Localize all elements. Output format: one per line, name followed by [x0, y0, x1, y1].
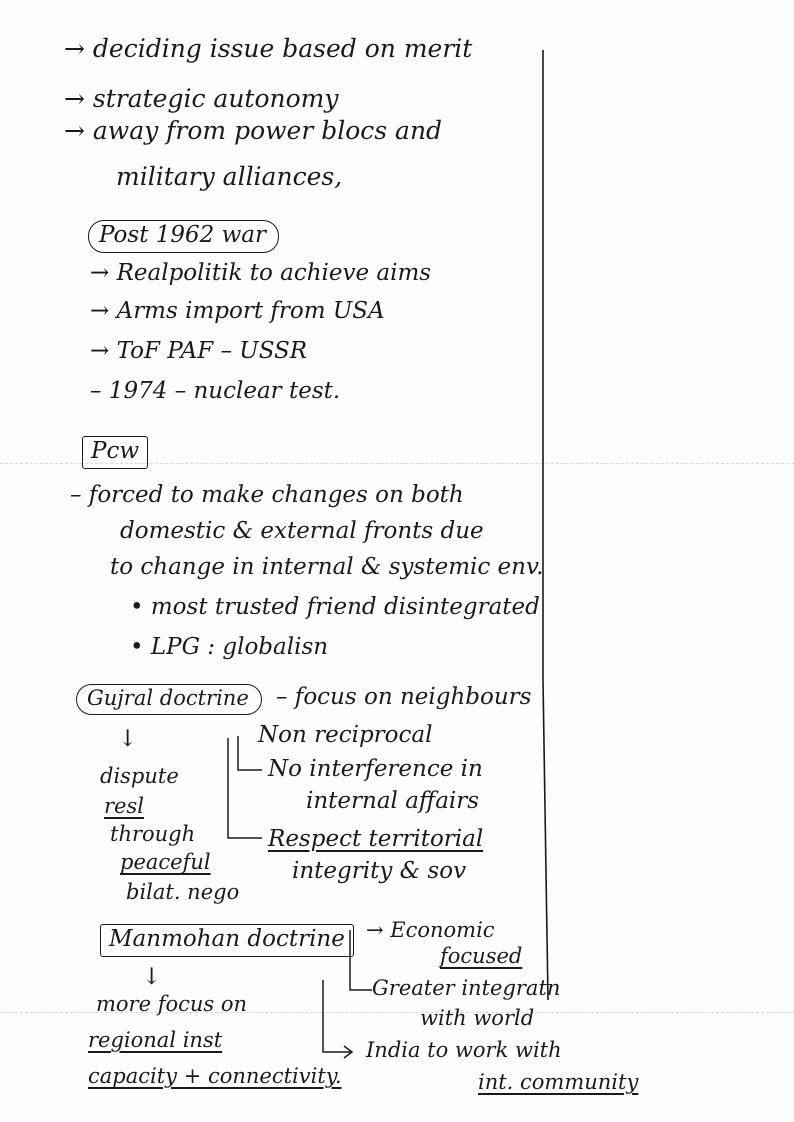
post1962-item-1: → Realpolitik to achieve aims [90, 260, 432, 286]
manmohan-bracket-bottom [323, 980, 352, 1052]
pcw-bullet-1: • most trusted friend disintegrated [130, 594, 540, 620]
manmohan-right-2: focused [440, 944, 523, 968]
post1962-item-4: – 1974 – nuclear test. [90, 378, 341, 404]
gujral-down-arrow: ↓ [118, 726, 138, 752]
intro-line-3: → away from power blocs and [64, 116, 443, 145]
pcw-bullet-2: • LPG : globalisn [130, 634, 329, 660]
manmohan-left-2: regional inst [88, 1028, 223, 1052]
margin-line [543, 50, 548, 1000]
gujral-principle-5: integrity & sov [292, 858, 467, 884]
manmohan-right-5: India to work with [366, 1038, 562, 1062]
gujral-left-5: bilat. nego [126, 880, 240, 904]
post1962-item-2: → Arms import from USA [90, 298, 385, 324]
manmohan-down-arrow: ↓ [142, 964, 162, 990]
manmohan-right-1: → Economic [366, 918, 495, 942]
gujral-principle-1: Non reciprocal [258, 722, 433, 748]
gujral-principle-2: No interference in [268, 756, 483, 782]
heading-gujral-doctrine: Gujral doctrine [76, 684, 262, 715]
heading-manmohan-doctrine: Manmohan doctrine [100, 924, 354, 957]
pcw-line-1: – forced to make changes on both [70, 482, 464, 508]
gujral-bracket [228, 738, 262, 838]
pcw-line-3: to change in internal & systemic env. [110, 554, 544, 580]
gujral-principle-3: internal affairs [306, 788, 480, 814]
manmohan-left-3: capacity + connectivity. [88, 1064, 342, 1088]
gujral-focus: – focus on neighbours [276, 684, 532, 710]
post1962-item-3: → ToF PAF – USSR [90, 338, 308, 364]
gujral-left-3: through [110, 822, 196, 846]
pcw-line-2: domestic & external fronts due [120, 518, 484, 544]
gujral-principle-4: Respect territorial [268, 826, 484, 852]
intro-line-2: → strategic autonomy [64, 84, 339, 113]
gujral-left-4: peaceful [120, 850, 211, 874]
intro-line-4: military alliances, [116, 162, 343, 191]
gujral-left-2: resl [104, 794, 144, 818]
gujral-left-1: dispute [100, 764, 179, 788]
manmohan-right-6: int. community [478, 1070, 639, 1094]
manmohan-left-1: more focus on [96, 992, 248, 1016]
heading-pcw: Pcw [82, 436, 148, 469]
manmohan-right-4: with world [420, 1006, 535, 1030]
manmohan-right-3: Greater integratn [372, 976, 561, 1000]
heading-post-1962-war: Post 1962 war [88, 220, 279, 253]
intro-line-1: → deciding issue based on merit [64, 34, 473, 63]
